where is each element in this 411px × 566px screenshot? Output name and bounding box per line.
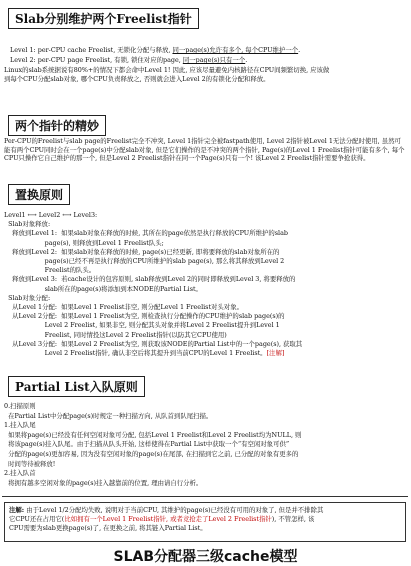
note-label: 注解: bbox=[9, 506, 25, 514]
pointer-paragraph: Per-CPU的Freelist与slab page的Freelist完全不冲突, Level 1指针完全被fastpath使用, Level 2指针被Level 1无法分配时使用, 虽然可能有两个CPU同时会在一个page(s)中分配slab对象, 但是它们操作的是不冲突的两个指针, Page(s)的Level 1 Freelist指针可能有多个, 每个CPU只操作它自己维护的那一个, 但是Level 2 Freelist指针在同一个Page(s)只有一个! 该Level 2 Freelist指针需要争抢获得。 bbox=[4, 137, 405, 163]
note-text-red: 比如拥有一个Level 1 Freelist指针, 或者竞抢走了Level 2 Freelist指针 bbox=[64, 515, 272, 524]
level1-line bbox=[10, 46, 300, 55]
partial-list-rule-line: 2.挂入队首 bbox=[4, 469, 36, 478]
level2-line bbox=[10, 56, 247, 65]
replacement-rule-line: 从Level 1分配: 如果Level 1 Freelist非空, 则分配Level 1 Freelist对头对象。 bbox=[4, 303, 243, 311]
level1-underline: 同一page(s)允许有多个, 每个CPU维护一个 bbox=[172, 46, 299, 54]
replacement-rule-line: Slab对象释放: bbox=[4, 220, 51, 229]
section-title-3: 置换原则 bbox=[8, 184, 70, 205]
level2-text: Level 2: per-CPU page Freelist, 有锁, 锁住对应的page, bbox=[10, 56, 183, 64]
replacement-rule-line: 释放到Level 1: 如果slab对象在释放的时候, 其所在的page依然是执行释放的CPU所维护的slab bbox=[4, 229, 288, 238]
replacement-rule-line: 从Level 2分配: 如果Level 1 Freelist为空, 则检查执行分配操作的CPU维护的slab page(s)的 bbox=[4, 312, 285, 321]
replacement-rule-line: 释放到Level 2: 如果slab对象在释放的时候, page(s)已经更新, 即将要释放的slab对象所在的 bbox=[4, 247, 280, 256]
level2-end: . bbox=[245, 56, 248, 64]
partial-list-rule-line: 如果将page(s)已经没有任何空闲对象可分配, 包括Level 1 Freelist和Level 2 Freelist均为NULL, 则 bbox=[4, 430, 302, 439]
level1-end: . bbox=[298, 46, 301, 54]
replacement-rule-line: 释放到Level 3: 若cache设计的包容原则, slab释放到Level 2的同时即释放到Level 3, 将要释放的 bbox=[4, 275, 296, 284]
section-title-4: Partial List入队原则 bbox=[8, 376, 145, 397]
divider bbox=[2, 496, 408, 497]
note-text-c: ), 不管怎样, 该 bbox=[271, 515, 315, 524]
replacement-rule-line: Level1 ⟷ Level2 ⟷ Level3: bbox=[4, 211, 98, 219]
section-title-1: Slab分别维护两个Freelist指针 bbox=[8, 8, 199, 29]
hit-rate-line: Linux的slab系统据说有80%+的情况下都会命中Level 1! 因此, 应该尽量避免内核路径在CPU间频繁切换, 应该做 bbox=[4, 66, 330, 74]
replacement-rule-line: Freelist的队头。 bbox=[4, 266, 96, 275]
figure-caption: SLAB分配器三级cache模型 bbox=[113, 549, 298, 565]
note-box bbox=[4, 502, 406, 542]
replacement-rule-line: 从Level 3分配: 如果Level 2 Freelist为空, 则获取该NODE的Partial List中的一个page(s), 获取其 bbox=[4, 339, 303, 348]
level1-text: Level 1: per-CPU cache Freelist, 无锁化分配与释放, bbox=[10, 46, 173, 54]
note-text-d: CPU需要为slab更换page(s)了, 在更换之前, 将其链入Partial List。 bbox=[9, 524, 207, 533]
partial-list-rule-line: 将该page(s)挂入队尾。由于扫描从队头开始, 这样使得在Partial List中获取一个“有空闲对象可供” bbox=[4, 440, 290, 449]
replacement-rule-line: Freelist, 同时情投这Level 2 Freelist指针(以防其它CPU使用) bbox=[4, 330, 227, 339]
partial-list-rule-line: 1.挂入队尾 bbox=[4, 421, 36, 430]
level2-underline: 同一page(s)只有一个 bbox=[182, 56, 246, 64]
replacement-rule-line: Level 2 Freelist指针, 确认非空后将其提升到当前CPU的Level 1 Freelist。[注解] bbox=[4, 349, 285, 357]
replacement-rule-line: page(s)已经不再是执行释放的CPU所维护的slab page(s), 那么将其释放到Level 2 bbox=[4, 257, 285, 265]
note-text-a: 由于Level 1/2分配均失败, 说明对于当前CPU, 其维护的page(s)已经没有可用的对象了, 但是并不排除其 bbox=[24, 506, 324, 514]
replacement-rule-line: Level 2 Freelist, 如果非空, 则分配其头对象并将Level 2 Freelist提升到Level 1 bbox=[4, 321, 280, 330]
annotation-marker: [注解] bbox=[266, 349, 285, 357]
section-title-2: 两个指针的精妙 bbox=[8, 115, 106, 136]
replacement-rule-line: slab所在的page(s)将添加到本NODE的Partial List。 bbox=[4, 284, 202, 293]
partial-list-rule-line: 时间等待被释放! bbox=[4, 459, 56, 468]
cpu-advice-line: 到每个CPU分配slab对象, 哪个CPU负责释放之, 否则就会进入Level 2的有锁化分配和释放。 bbox=[4, 75, 270, 83]
note-text-b: 它CPU还在占用它( bbox=[9, 515, 65, 524]
partial-list-rule-line: 0.扫描原则 bbox=[4, 402, 36, 410]
partial-list-rule-line: 将拥有越多空闲对象的page(s)挂入越靠前的位置, 理由请自行分析。 bbox=[4, 478, 203, 487]
replacement-rule-line: Slab对象分配: bbox=[4, 293, 51, 302]
partial-list-rule-line: 在Partial List中分配page(s)时规定一种扫描方向, 从队首到队尾扫描。 bbox=[4, 411, 213, 420]
partial-list-rule-line: 分配的page(s)更加容易, 因为没有空闲对象的page(s)在尾部, 在扫描到它之前, 已分配的对象有更多的 bbox=[4, 450, 299, 458]
replacement-rule-line: page(s), 则释放到Level 1 Freelist队头; bbox=[4, 238, 164, 247]
